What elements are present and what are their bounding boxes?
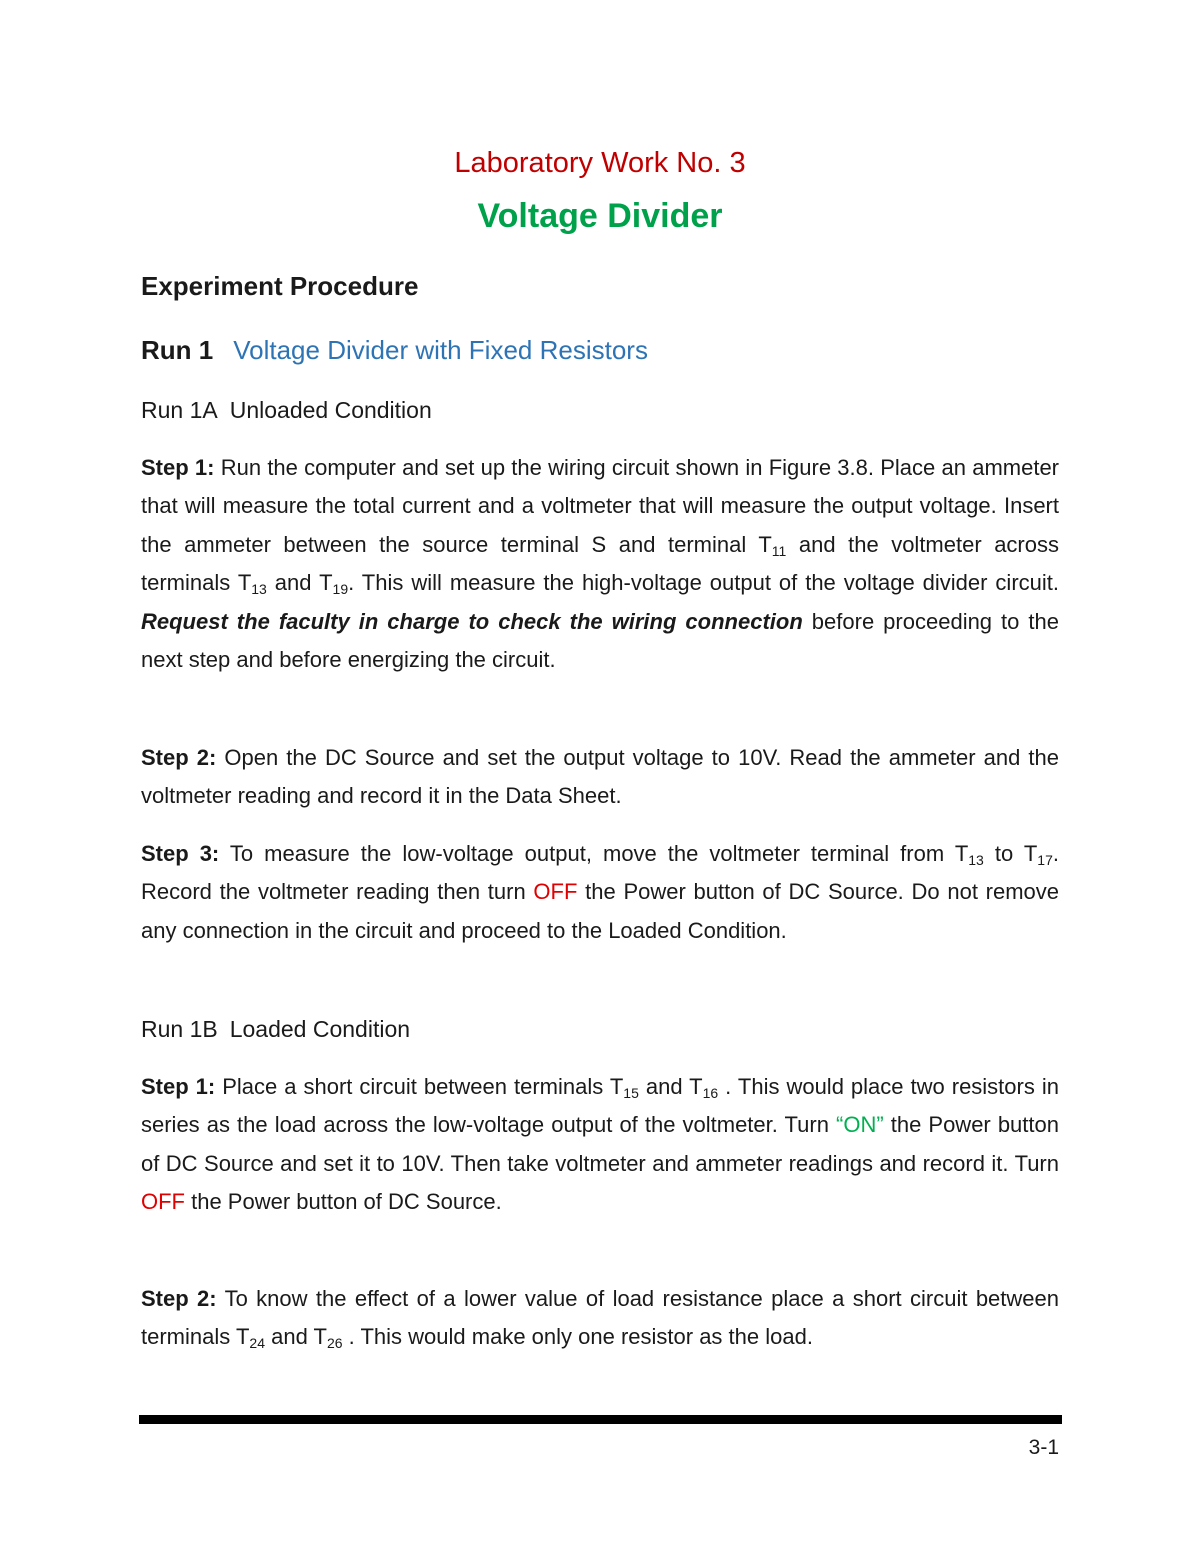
run1b-label: Run 1B xyxy=(141,1016,218,1042)
document-subtitle: Voltage Divider xyxy=(477,197,723,235)
page-number: 3-1 xyxy=(1028,1436,1059,1459)
run1a-step2: Step 2: Open the DC Source and set the output voltage to 10V. Read the ammeter and the voltmeter reading and record it in the Data Sheet. xyxy=(141,745,1059,809)
run1a-step1: Step 1: Run the computer and set up the wiring circuit shown in Figure 3.8. Place an ammeter that will measure the total current and a voltmeter that will measure the output voltage. Insert the ammeter between the source terminal S and terminal $T_{11}$ and the voltmeter across terminals $T_{13}$ and $T_{19}$. This will measure the high-voltage output of the voltage divider circuit. Request the faculty in charge to check the wiring connection before proceeding to the next step and before energizing the circuit. xyxy=(141,455,1060,673)
run1a-step3: Step 3: To measure the low-voltage output, move the voltmeter terminal from $T_{13}$ to $T_{17}$. Record the voltmeter reading then turn OFF the Power button of DC Source. Do not remove any connection in the circuit and proceed to the Loaded Condition. xyxy=(141,841,1060,943)
step-label: Step 3: xyxy=(141,841,220,866)
step-label: Step 1: xyxy=(141,455,215,480)
document-title: Laboratory Work No. 3 xyxy=(454,147,746,179)
run1b-title: Loaded Condition xyxy=(229,1016,411,1042)
off-text: OFF xyxy=(533,879,578,905)
run1a-title: Unloaded Condition xyxy=(229,397,432,423)
section-heading: Experiment Procedure xyxy=(141,271,419,301)
on-text: “ON” xyxy=(836,1112,884,1138)
run1b-step1: Step 1: Place a short circuit between terminals $T_{15}$ and $T_{16}$ . This would place two resistors in series as the load across the low-voltage output of the voltmeter. Turn “ON” the Power button of DC Source and set it to 10V. Then take voltmeter and ammeter readings and record it. Turn OFF the Power button of DC Source. xyxy=(141,1074,1059,1215)
run1-title: Voltage Divider with Fixed Resistors xyxy=(233,335,648,365)
footer-rule xyxy=(139,1415,1062,1424)
run1a-heading xyxy=(141,394,432,426)
run1a-label: Run 1A xyxy=(141,397,218,423)
run1-heading xyxy=(141,332,648,368)
off-text: OFF xyxy=(141,1189,185,1215)
faculty-check-note: Request the faculty in charge to check the wiring connection xyxy=(141,608,803,634)
step-label: Step 2: xyxy=(141,745,217,770)
step-label: Step 2: xyxy=(141,1286,217,1311)
run1b-step2: Step 2: To know the effect of a lower value of load resistance place a short circuit between terminals $T_{24}$ and $T_{26}$ . This would make only one resistor as the load. xyxy=(141,1286,1059,1352)
run1b-heading xyxy=(141,1013,410,1045)
run1-label: Run 1 xyxy=(141,335,214,365)
step-label: Step 1: xyxy=(141,1074,216,1099)
